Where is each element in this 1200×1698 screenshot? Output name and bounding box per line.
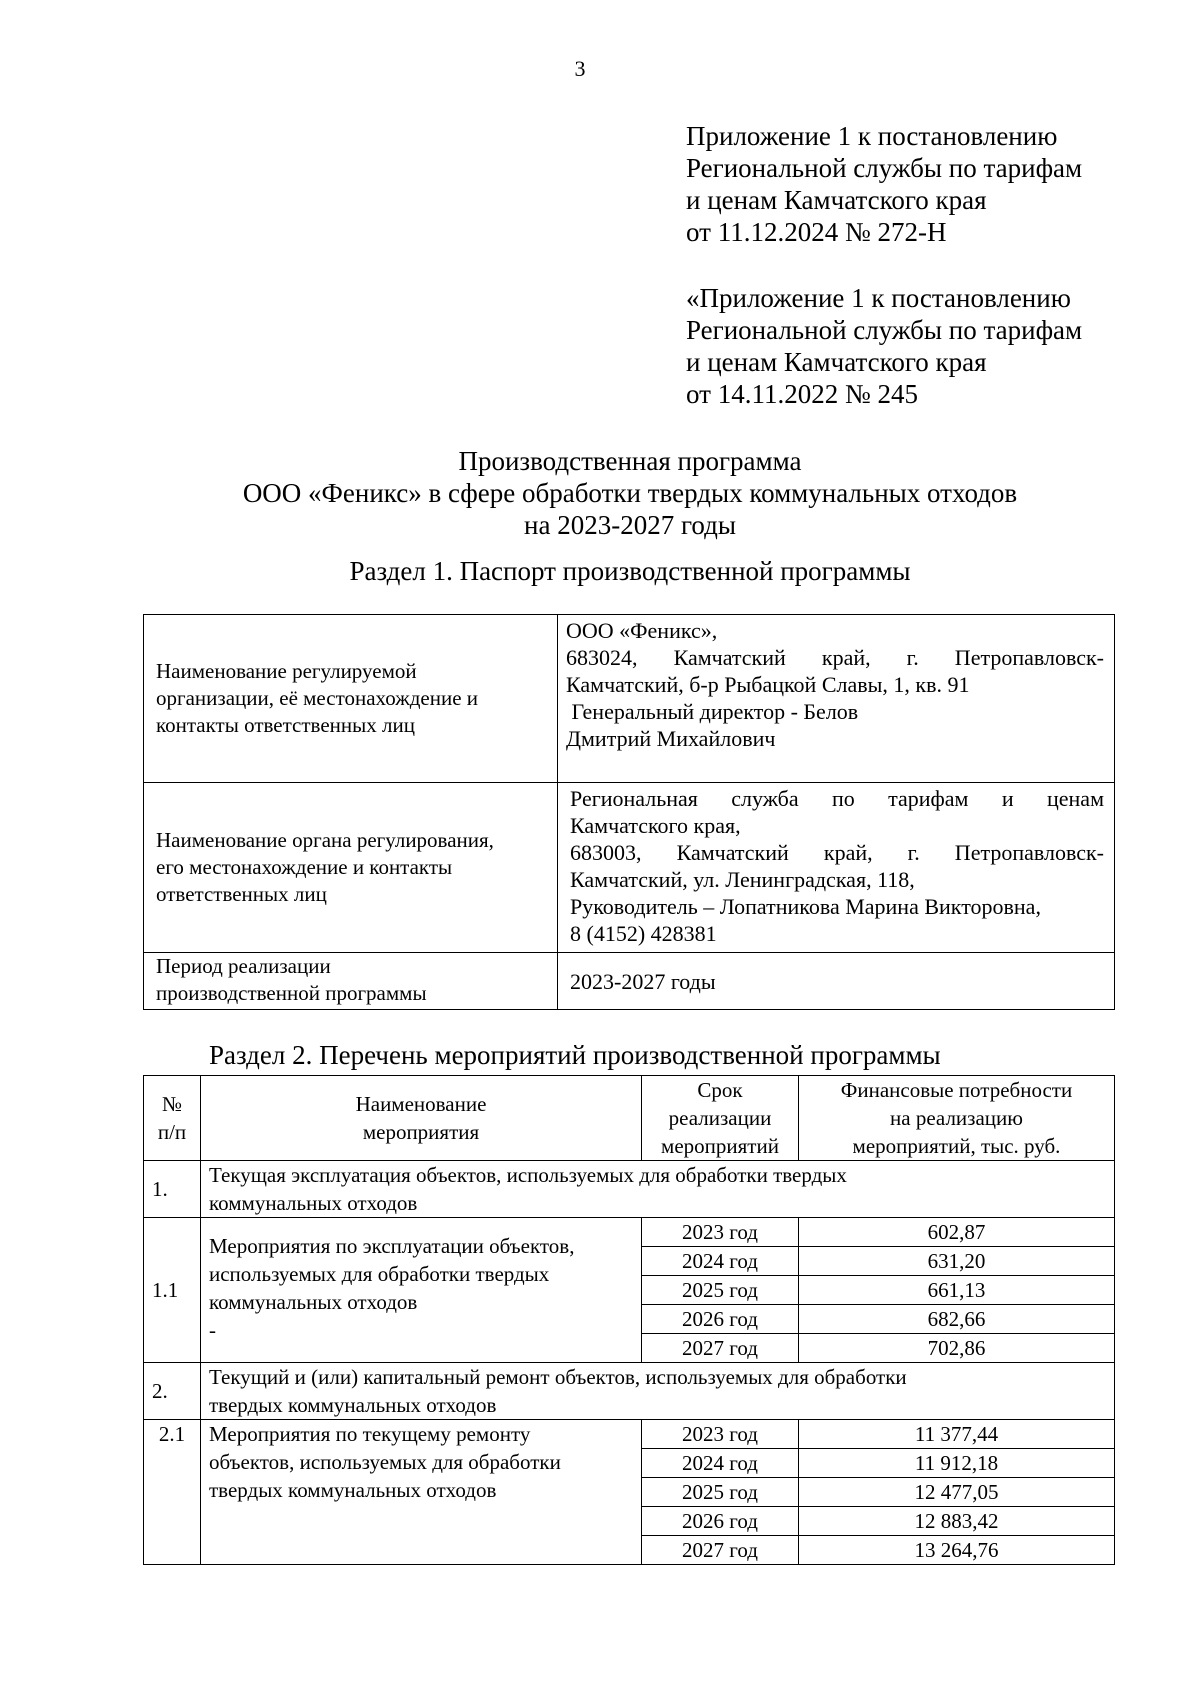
value-line: Камчатского края, [570, 813, 741, 838]
amount-cell: 661,13 [799, 1276, 1115, 1305]
year-cell: 2025 год [642, 1478, 799, 1507]
value-line: Генеральный директор - Белов [566, 699, 859, 724]
header-line: Наименование [355, 1092, 487, 1116]
document-title-line: Производственная программа [458, 446, 802, 476]
appendix-line: «Приложение 1 к постановлению [686, 283, 1071, 313]
passport-row [144, 783, 1115, 953]
measures-table [143, 1075, 1115, 1565]
group-row [144, 1363, 1115, 1420]
year-cell: 2023 год [642, 1420, 799, 1449]
passport-label [144, 783, 558, 953]
amount-cell: 602,87 [799, 1218, 1115, 1247]
header-finance [799, 1076, 1115, 1161]
appendix-line: Региональной службы по тарифам [686, 153, 1083, 183]
amount-cell: 11 377,44 [799, 1420, 1115, 1449]
passport-row [144, 615, 1115, 783]
appendix-line: Приложение 1 к постановлению [686, 121, 1058, 151]
amount-cell: 682,66 [799, 1305, 1115, 1334]
header-name [201, 1076, 642, 1161]
header-line: мероприятия [362, 1120, 480, 1144]
year-cell: 2026 год [642, 1507, 799, 1536]
appendix-line: от 14.11.2022 № 245 [686, 379, 918, 409]
value-line: 2023-2027 годы [570, 968, 716, 994]
document-title-line: на 2023-2027 годы [524, 510, 736, 540]
appendix-line: и ценам Камчатского края [686, 347, 987, 377]
item-name-line: коммунальных отходов [209, 1290, 418, 1314]
amount-cell: 11 912,18 [799, 1449, 1115, 1478]
passport-value [558, 615, 1115, 783]
year-cell: 2025 год [642, 1276, 799, 1305]
label-line: Наименование регулируемой [156, 659, 417, 683]
group-title-line: Текущая эксплуатация объектов, используемых для обработки твердых [209, 1163, 847, 1187]
label-line: производственной программы [156, 981, 427, 1005]
header-line: Финансовые потребности [840, 1078, 1073, 1102]
group-number: 2. [144, 1363, 201, 1420]
amount-cell: 702,86 [799, 1334, 1115, 1363]
item-name-line: твердых коммунальных отходов [209, 1478, 497, 1502]
passport-row [144, 953, 1115, 1010]
page-number: 3 [574, 56, 586, 81]
value-line: ООО «Феникс», [566, 618, 718, 643]
item-name-line: - [209, 1318, 216, 1342]
year-cell: 2027 год [642, 1536, 799, 1565]
group-row [144, 1161, 1115, 1218]
header-row [144, 1076, 1115, 1161]
year-cell: 2026 год [642, 1305, 799, 1334]
group-number: 1. [144, 1161, 201, 1218]
label-line: Период реализации [156, 954, 331, 978]
passport-table [143, 614, 1115, 1010]
document-title-line: ООО «Феникс» в сфере обработки твердых коммунальных отходов [242, 478, 1018, 508]
section1-heading: Раздел 1. Паспорт производственной программы [349, 556, 911, 586]
value-line: Региональная служба по тарифам и ценам [570, 786, 1104, 811]
value-line: Камчатский, ул. Ленинградская, 118, [570, 867, 915, 892]
year-cell: 2024 год [642, 1247, 799, 1276]
appendix-line: Региональной службы по тарифам [686, 315, 1083, 345]
amount-cell: 12 477,05 [799, 1478, 1115, 1507]
item-number: 1.1 [144, 1218, 201, 1363]
amount-cell: 13 264,76 [799, 1536, 1115, 1565]
passport-value [558, 953, 1115, 1010]
item-name-line: Мероприятия по текущему ремонту [209, 1422, 531, 1446]
value-line: 683003, Камчатский край, г. Петропавловск- [570, 840, 1104, 865]
label-line: Наименование органа регулирования, [156, 828, 494, 852]
header-term [642, 1076, 799, 1161]
year-cell: 2024 год [642, 1449, 799, 1478]
amount-cell: 631,20 [799, 1247, 1115, 1276]
amount-cell: 12 883,42 [799, 1507, 1115, 1536]
group-title [201, 1161, 1115, 1218]
header-line: мероприятий [661, 1134, 779, 1158]
header-line: мероприятий, тыс. руб. [852, 1134, 1061, 1158]
item-name [201, 1218, 642, 1363]
label-line: контакты ответственных лиц [156, 713, 415, 737]
value-line: Дмитрий Михайлович [566, 726, 776, 751]
value-line: 8 (4152) 428381 [570, 921, 717, 946]
header-line: п/п [157, 1120, 187, 1144]
group-title-line: коммунальных отходов [209, 1191, 418, 1215]
item-name-line: объектов, используемых для обработки [209, 1450, 561, 1474]
passport-label [144, 615, 558, 783]
item-row [144, 1218, 1115, 1247]
item-name [201, 1420, 642, 1565]
label-line: его местонахождение и контакты [156, 855, 453, 879]
group-title-line: твердых коммунальных отходов [209, 1393, 497, 1417]
header-line: Срок [697, 1078, 743, 1102]
group-title [201, 1363, 1115, 1420]
item-row [144, 1420, 1115, 1449]
label-line: организации, её местонахождение и [156, 686, 479, 710]
year-cell: 2023 год [642, 1218, 799, 1247]
header-num [144, 1076, 201, 1161]
header-line: № [161, 1092, 183, 1116]
section2-heading: Раздел 2. Перечень мероприятий производственной программы [209, 1040, 941, 1070]
appendix-previous-block [686, 282, 1082, 410]
appendix-current-block [686, 120, 1082, 248]
value-line: Руководитель – Лопатникова Марина Викторовна, [570, 894, 1041, 919]
value-line: Камчатский, б-р Рыбацкой Славы, 1, кв. 91 [566, 672, 970, 697]
item-name-line: Мероприятия по эксплуатации объектов, [209, 1234, 575, 1258]
item-number: 2.1 [144, 1420, 201, 1565]
passport-label [144, 953, 558, 1010]
label-line: ответственных лиц [156, 882, 327, 906]
appendix-line: от 11.12.2024 № 272-Н [686, 217, 947, 247]
value-line: 683024, Камчатский край, г. Петропавловск- [566, 645, 1104, 670]
year-cell: 2027 год [642, 1334, 799, 1363]
appendix-line: и ценам Камчатского края [686, 185, 987, 215]
item-name-line: используемых для обработки твердых [209, 1262, 550, 1286]
group-title-line: Текущий и (или) капитальный ремонт объектов, используемых для обработки [209, 1365, 907, 1389]
header-line: реализации [668, 1106, 772, 1130]
passport-value [558, 783, 1115, 953]
header-line: на реализацию [890, 1106, 1023, 1130]
